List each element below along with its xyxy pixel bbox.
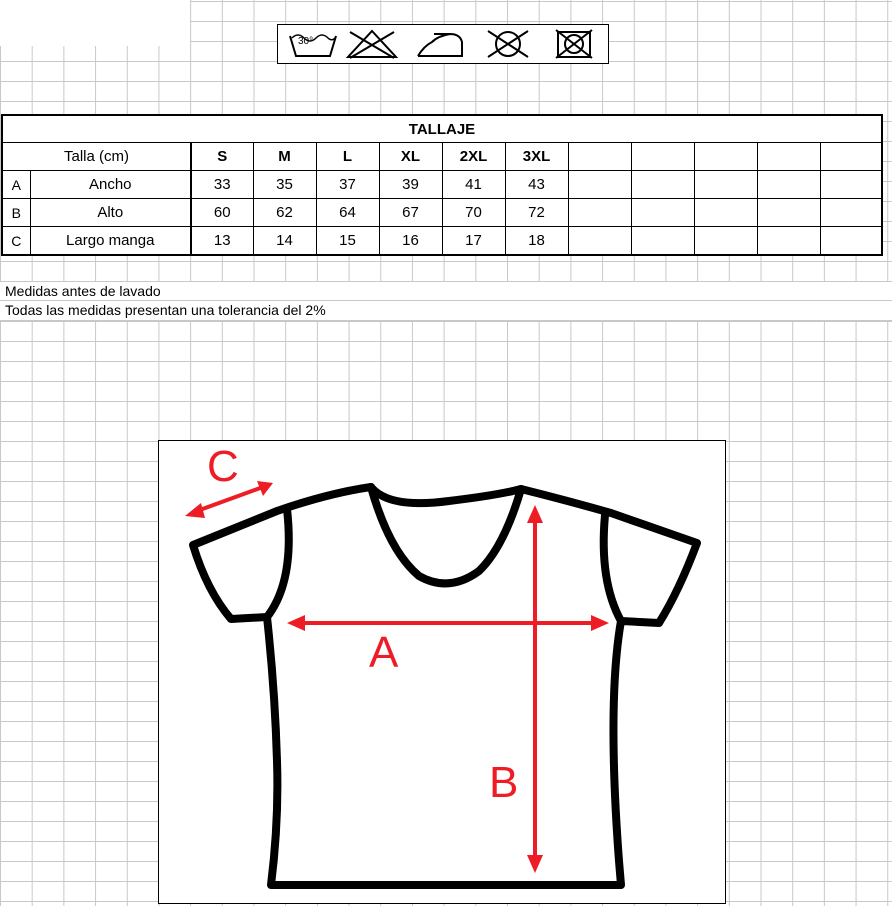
measure-value: 17 [442, 227, 505, 256]
empty-cell [568, 143, 631, 171]
table-row [2, 171, 882, 199]
size-label: M [253, 143, 316, 171]
measure-value: 37 [316, 171, 379, 199]
empty-cell [694, 143, 757, 171]
empty-cell [694, 227, 757, 256]
table-row [2, 199, 882, 227]
care-symbols [277, 24, 609, 64]
table-row [2, 227, 882, 256]
empty-cell [757, 199, 820, 227]
tshirt-outline [193, 487, 697, 885]
measure-value: 64 [316, 199, 379, 227]
empty-cell [568, 171, 631, 199]
size-header: Talla (cm) [2, 143, 191, 171]
no-tumble-dry-icon [480, 28, 536, 60]
size-label: 2XL [442, 143, 505, 171]
empty-cell [568, 199, 631, 227]
measure-value: 33 [191, 171, 253, 199]
measure-value: 15 [316, 227, 379, 256]
size-table [1, 114, 883, 256]
note-tolerance: Todas las medidas presentan una tolerancia del 2% [0, 300, 892, 321]
measure-value: 39 [379, 171, 442, 199]
measure-value: 16 [379, 227, 442, 256]
tshirt-measurement-figure [158, 440, 726, 904]
empty-cell [820, 171, 882, 199]
label-a: A [369, 628, 399, 677]
note-before-wash: Medidas antes de lavado [0, 281, 892, 301]
measure-value: 43 [505, 171, 568, 199]
size-label: 3XL [505, 143, 568, 171]
measure-value: 70 [442, 199, 505, 227]
empty-cell [631, 199, 694, 227]
empty-cell [631, 171, 694, 199]
right-sleeve-seam [604, 515, 621, 621]
empty-cell [568, 227, 631, 256]
empty-cell [694, 171, 757, 199]
empty-cell [631, 143, 694, 171]
arrow-b [527, 505, 543, 873]
empty-cell [694, 199, 757, 227]
header-blank-area [0, 0, 190, 46]
empty-cell [757, 171, 820, 199]
tshirt-diagram [159, 441, 725, 903]
table-title: TALLAJE [2, 115, 882, 143]
measure-value: 18 [505, 227, 568, 256]
label-b: B [489, 758, 519, 807]
measure-name: Ancho [30, 171, 191, 199]
measure-value: 35 [253, 171, 316, 199]
left-sleeve-seam [267, 509, 289, 617]
arrow-a [287, 615, 609, 631]
measure-code: C [2, 227, 30, 256]
measure-value: 72 [505, 199, 568, 227]
label-c: C [207, 442, 239, 491]
measure-value: 41 [442, 171, 505, 199]
measure-code: A [2, 171, 30, 199]
size-label: XL [379, 143, 442, 171]
measure-name: Alto [30, 199, 191, 227]
empty-cell [820, 227, 882, 256]
measure-value: 67 [379, 199, 442, 227]
measure-code: B [2, 199, 30, 227]
measure-value: 13 [191, 227, 253, 256]
measure-value: 62 [253, 199, 316, 227]
no-bleach-icon [344, 28, 400, 60]
size-label: L [316, 143, 379, 171]
wash-temperature: 30° [298, 36, 314, 47]
empty-cell [820, 199, 882, 227]
measure-name: Largo manga [30, 227, 191, 256]
empty-cell [631, 227, 694, 256]
size-label: S [191, 143, 253, 171]
empty-cell [757, 227, 820, 256]
empty-cell [757, 143, 820, 171]
measure-value: 14 [253, 227, 316, 256]
measure-value: 60 [191, 199, 253, 227]
empty-cell [820, 143, 882, 171]
iron-icon [412, 28, 468, 60]
no-dry-clean-icon [546, 28, 602, 60]
